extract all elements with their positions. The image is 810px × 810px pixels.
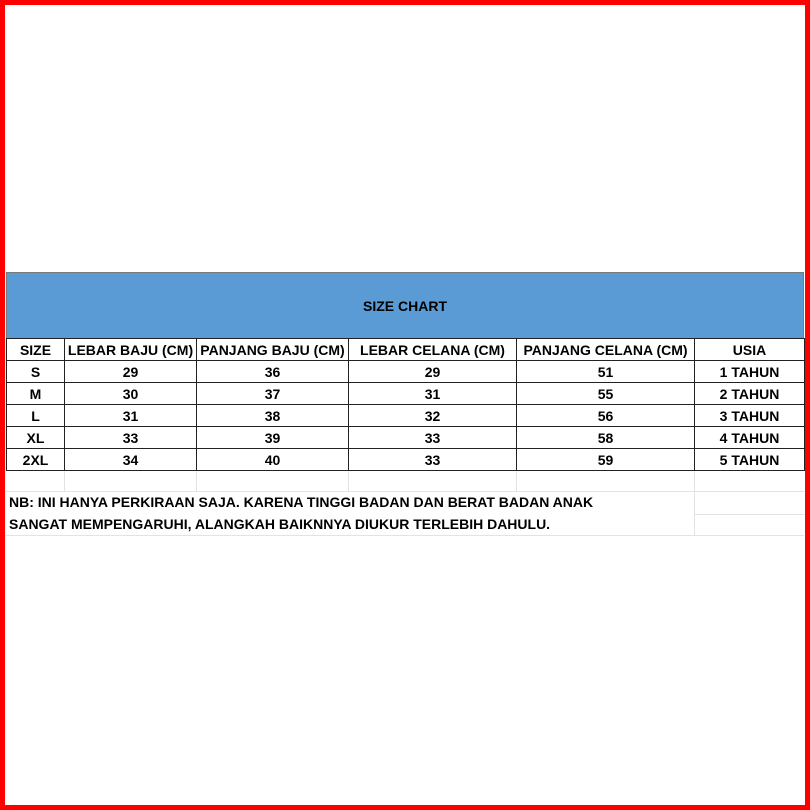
cell-lebar-baju: 29 <box>65 361 197 383</box>
note-line-2: SANGAT MEMPENGARUHI, ALANGKAH BAIKNNYA DIUKUR TERLEBIH DAHULU. <box>9 516 551 532</box>
cell-panjang-celana: 51 <box>517 361 695 383</box>
cell-panjang-baju: 39 <box>197 427 349 449</box>
table-row <box>7 449 805 471</box>
cell-lebar-celana: 29 <box>349 361 517 383</box>
table-row <box>7 383 805 405</box>
gridline <box>196 471 197 491</box>
cell-lebar-celana: 31 <box>349 383 517 405</box>
table-row <box>7 361 805 383</box>
table-row <box>7 405 805 427</box>
cell-lebar-celana: 33 <box>349 449 517 471</box>
gridline <box>64 471 65 491</box>
header-panjang-celana: PANJANG CELANA (CM) <box>517 339 695 361</box>
note-area <box>6 471 804 559</box>
cell-panjang-baju: 40 <box>197 449 349 471</box>
cell-panjang-celana: 56 <box>517 405 695 427</box>
cell-usia: 3 TAHUN <box>695 405 805 427</box>
cell-lebar-baju: 30 <box>65 383 197 405</box>
size-chart-title-band <box>6 272 804 338</box>
cell-lebar-baju: 31 <box>65 405 197 427</box>
cell-panjang-celana: 59 <box>517 449 695 471</box>
header-lebar-baju: LEBAR BAJU (CM) <box>65 339 197 361</box>
gridline <box>6 535 804 536</box>
header-panjang-baju: PANJANG BAJU (CM) <box>197 339 349 361</box>
cell-usia: 4 TAHUN <box>695 427 805 449</box>
cell-usia: 1 TAHUN <box>695 361 805 383</box>
cell-panjang-celana: 58 <box>517 427 695 449</box>
cell-size: S <box>7 361 65 383</box>
gridline <box>694 514 804 515</box>
cell-size: M <box>7 383 65 405</box>
header-lebar-celana: LEBAR CELANA (CM) <box>349 339 517 361</box>
note-line-1: NB: INI HANYA PERKIRAAN SAJA. KARENA TINGGI BADAN DAN BERAT BADAN ANAK <box>9 494 594 510</box>
header-row <box>7 339 805 361</box>
header-usia: USIA <box>695 339 805 361</box>
cell-panjang-celana: 55 <box>517 383 695 405</box>
size-chart-title: SIZE CHART <box>363 297 447 314</box>
cell-panjang-baju: 36 <box>197 361 349 383</box>
size-chart-table <box>6 338 805 471</box>
cell-usia: 5 TAHUN <box>695 449 805 471</box>
gridline <box>516 471 517 491</box>
cell-size: 2XL <box>7 449 65 471</box>
cell-lebar-baju: 34 <box>65 449 197 471</box>
table-row <box>7 427 805 449</box>
cell-usia: 2 TAHUN <box>695 383 805 405</box>
cell-lebar-celana: 33 <box>349 427 517 449</box>
size-chart-sheet <box>6 272 804 559</box>
cell-lebar-baju: 33 <box>65 427 197 449</box>
cell-panjang-baju: 37 <box>197 383 349 405</box>
cell-size: L <box>7 405 65 427</box>
gridline <box>348 471 349 491</box>
cell-size: XL <box>7 427 65 449</box>
cell-lebar-celana: 32 <box>349 405 517 427</box>
cell-panjang-baju: 38 <box>197 405 349 427</box>
header-size: SIZE <box>7 339 65 361</box>
size-note <box>9 491 689 535</box>
gridline <box>694 471 695 535</box>
